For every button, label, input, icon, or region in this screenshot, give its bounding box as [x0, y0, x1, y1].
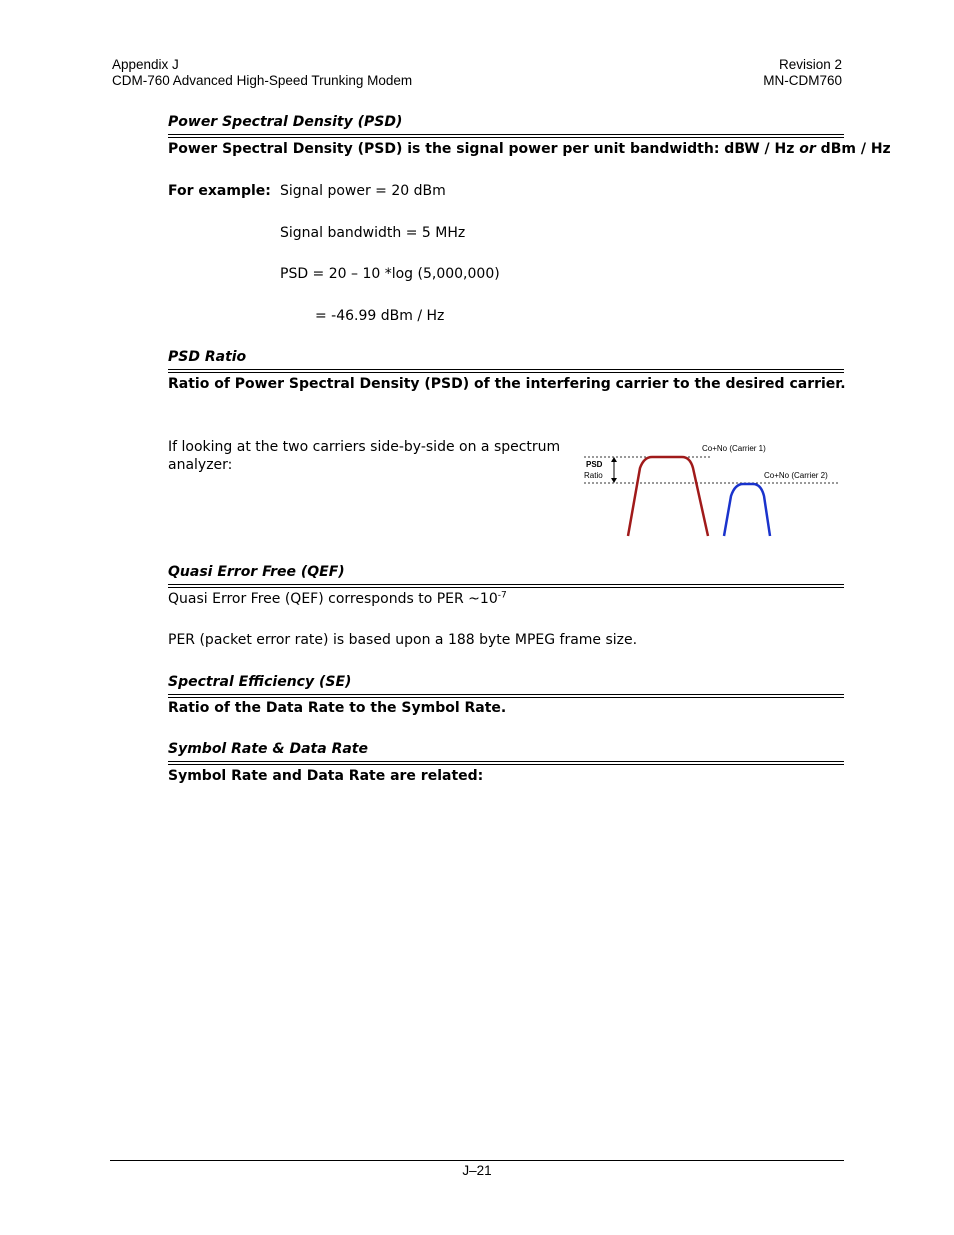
psd-definition-part1: Power Spectral Density (PSD) is the signal power per unit bandwidth: dBW / Hz	[168, 141, 800, 157]
carrier2-curve	[724, 484, 770, 536]
ratio-label: Ratio	[584, 471, 603, 480]
section-rule	[168, 761, 844, 765]
qef-definition	[168, 590, 507, 608]
carrier1-curve	[628, 457, 708, 536]
psd-label: PSD	[586, 460, 603, 469]
psd-ratio-description: If looking at the two carriers side-by-side on a spectrum analyzer:	[168, 439, 561, 473]
header-revision: Revision 2	[778, 57, 842, 72]
se-definition: Ratio of the Data Rate to the Symbol Rate.	[168, 700, 507, 716]
section-rule	[168, 584, 844, 588]
example-psd-formula: PSD = 20 – 10 *log (5,000,000)	[280, 266, 500, 282]
example-label: For example:	[168, 183, 271, 199]
header-right	[763, 57, 842, 89]
qef-definition-text: Quasi Error Free (QEF) corresponds to PER ~10	[168, 591, 498, 607]
psd-definition-part2: dBm / Hz	[815, 141, 891, 157]
footer-rule	[110, 1160, 844, 1161]
symbol-rate-section-title: Symbol Rate & Data Rate	[168, 741, 368, 757]
psd-definition	[168, 140, 891, 158]
section-rule	[168, 694, 844, 698]
psd-ratio-section-title: PSD Ratio	[168, 349, 247, 365]
header-product: CDM-760 Advanced High-Speed Trunking Modem	[112, 73, 413, 88]
per-description: PER (packet error rate) is based upon a 188 byte MPEG frame size.	[168, 632, 638, 648]
symbol-rate-definition: Symbol Rate and Data Rate are related:	[168, 768, 484, 784]
example-psd-result: = -46.99 dBm / Hz	[315, 308, 445, 324]
spectrum-analyzer-figure	[578, 438, 844, 542]
header-appendix: Appendix J	[112, 57, 179, 72]
carrier2-label: Co+No (Carrier 2)	[764, 471, 828, 480]
psd-ratio-definition: Ratio of Power Spectral Density (PSD) of the interfering carrier to the desired carrier.	[168, 376, 846, 392]
qef-exponent: -7	[497, 590, 507, 601]
section-rule	[168, 134, 844, 138]
psd-section-title: Power Spectral Density (PSD)	[168, 114, 403, 130]
header-left	[112, 57, 412, 89]
qef-section-title: Quasi Error Free (QEF)	[168, 564, 345, 580]
arrow-down-icon	[611, 478, 617, 483]
section-rule	[168, 369, 844, 373]
example-signal-power: Signal power = 20 dBm	[280, 183, 446, 199]
psd-definition-or: or	[799, 141, 816, 157]
se-section-title: Spectral Efficiency (SE)	[168, 674, 352, 690]
example-signal-bandwidth: Signal bandwidth = 5 MHz	[280, 225, 466, 241]
header-manual-number: MN-CDM760	[763, 73, 842, 88]
page-number: J–21	[462, 1163, 492, 1178]
arrow-up-icon	[611, 457, 617, 462]
carrier1-label: Co+No (Carrier 1)	[702, 444, 766, 453]
